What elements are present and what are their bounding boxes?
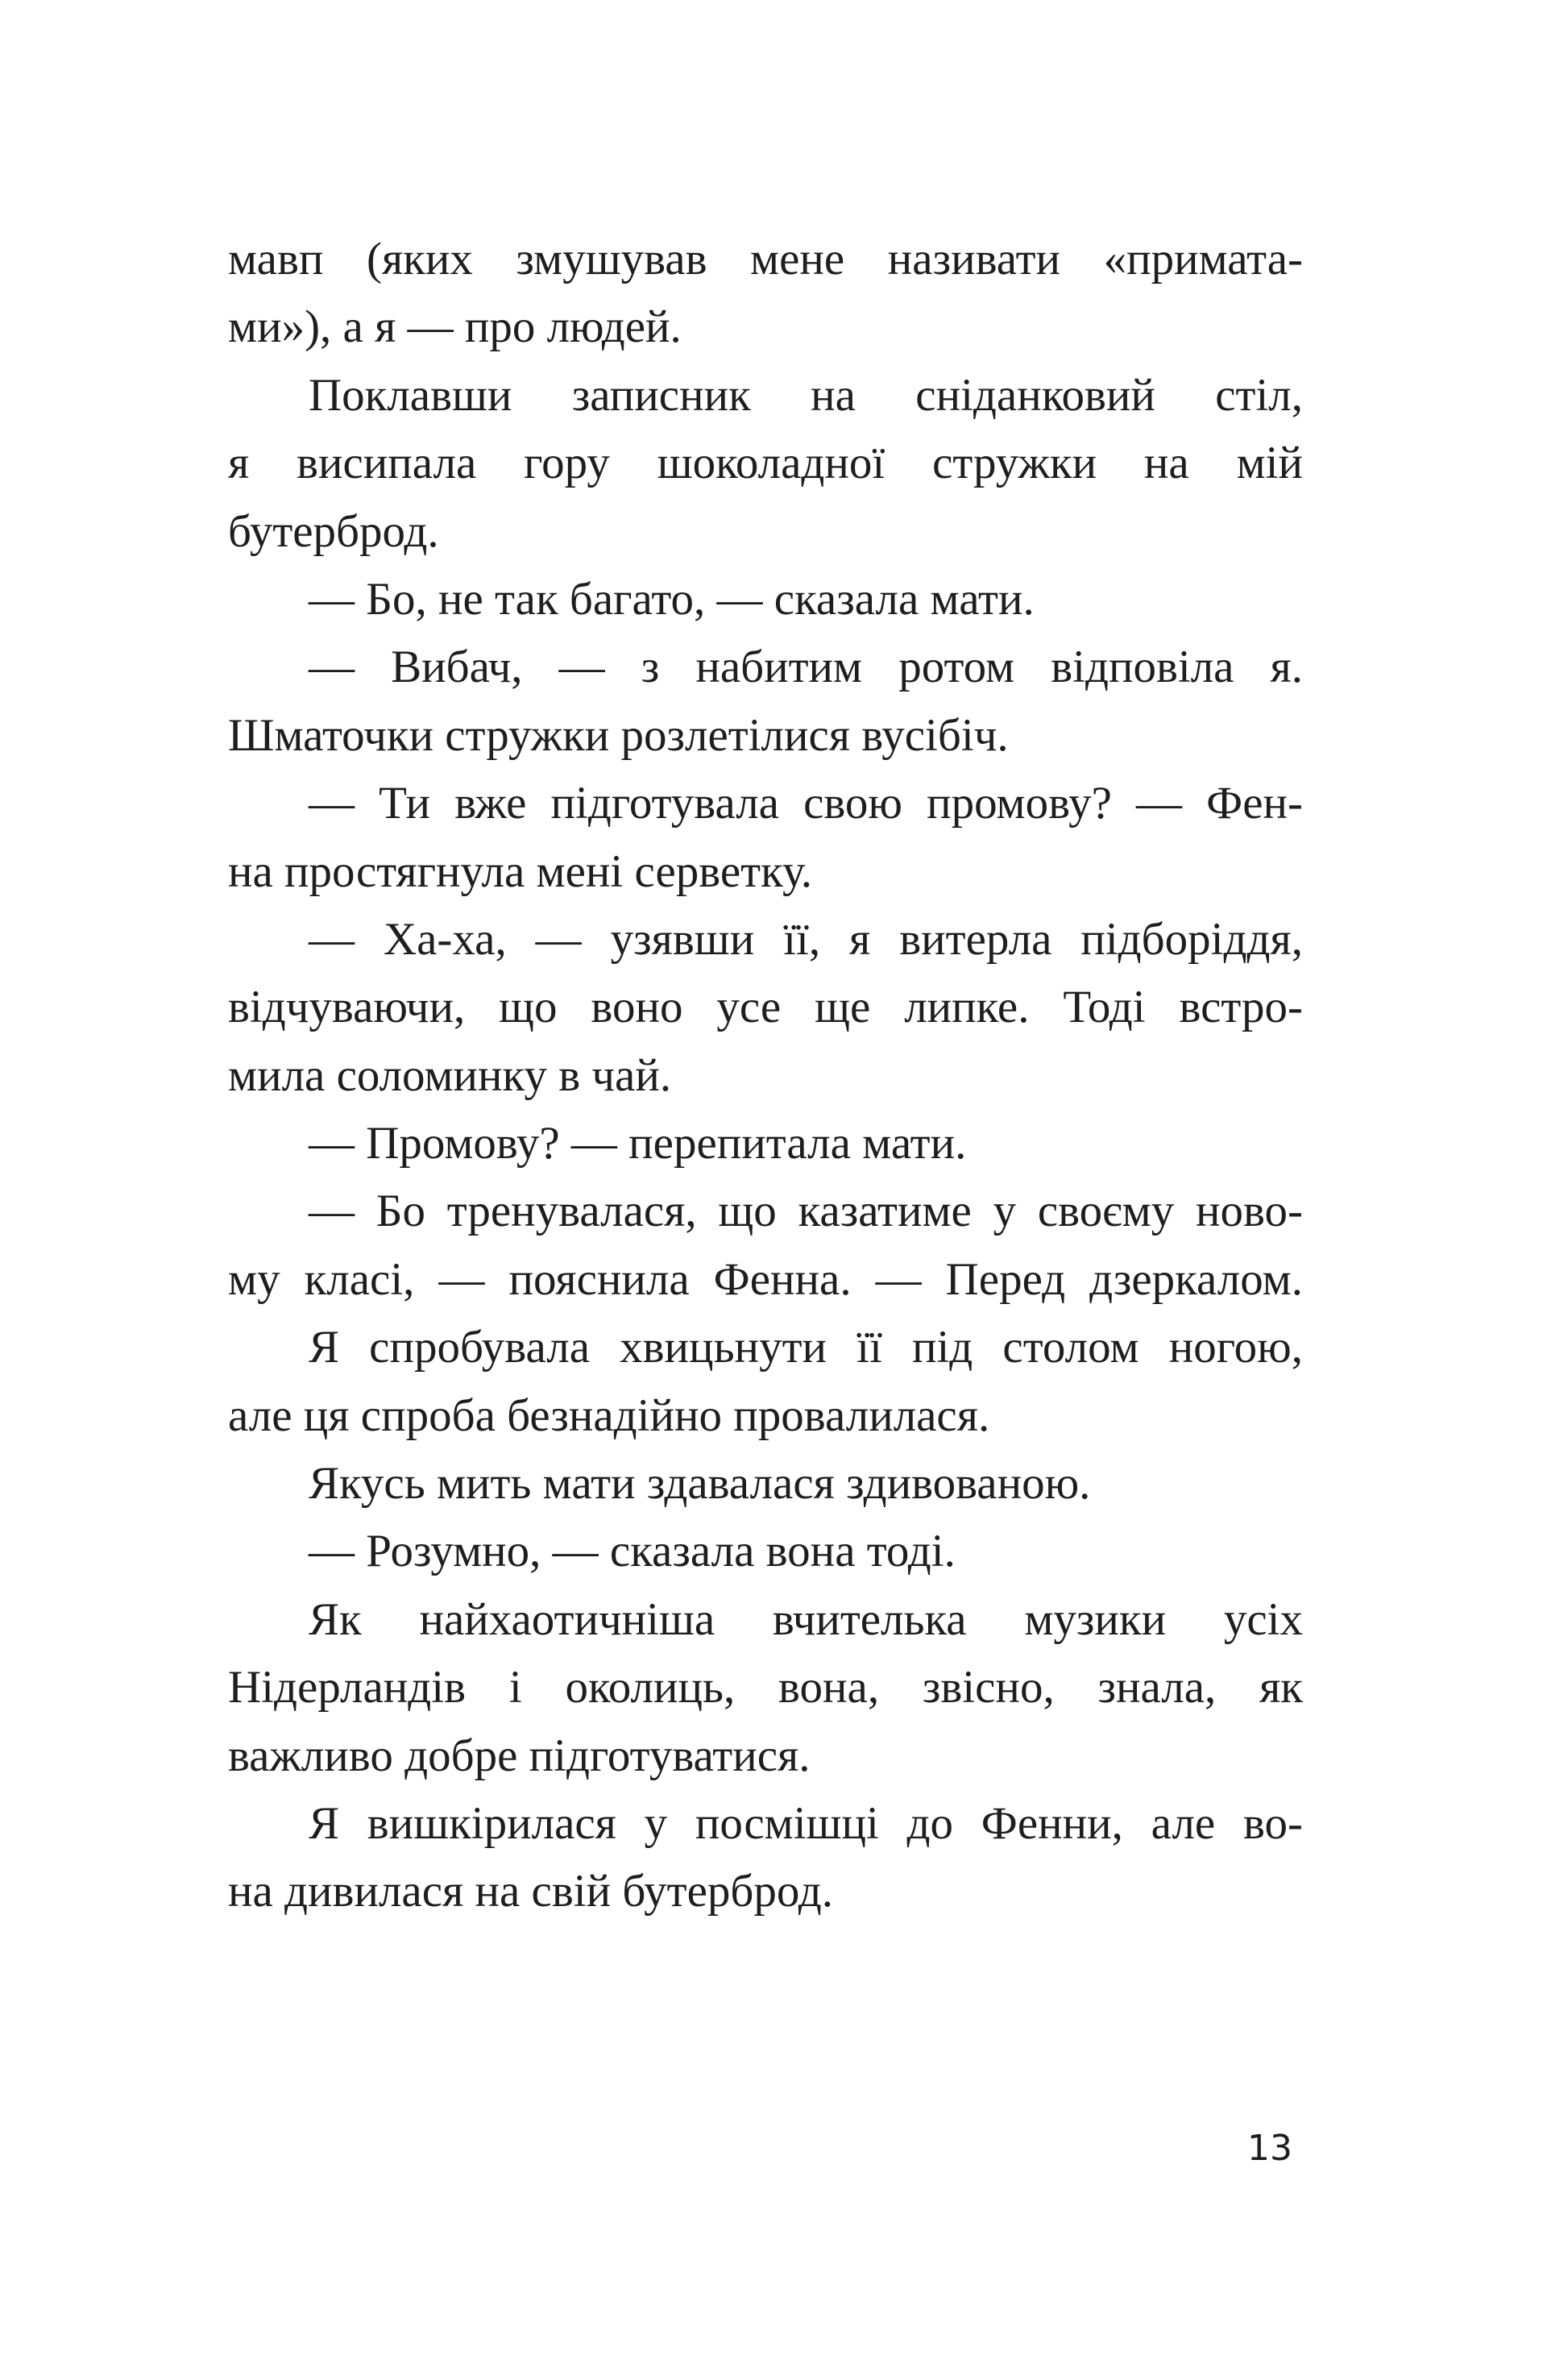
text-line: — Ти вже підготувала свою промову? — Фен- xyxy=(309,778,1303,829)
text-line: Нідерландів і околиць, вона, звісно, знала, як xyxy=(228,1662,1303,1713)
text-line: відчуваючи, що воно усе ще липке. Тоді встро- xyxy=(228,982,1303,1033)
body-text xyxy=(228,226,1303,1926)
text-line: важливо добре підготуватися. xyxy=(228,1730,811,1781)
text-line: — Бо тренувалася, що казатиме у своєму ново- xyxy=(309,1186,1303,1237)
text-line: на простягнула мені серветку. xyxy=(228,845,812,897)
text-line: Якусь мить мати здавалася здивованою. xyxy=(309,1458,1091,1510)
text-line: Я спробувала хвицьнути її під столом ногою, xyxy=(309,1322,1303,1373)
text-line: Як найхаотичніша вчителька музики усіх xyxy=(309,1593,1303,1645)
text-line: Шматочки стружки розлетілися вусібіч. xyxy=(228,709,1009,761)
text-line: Поклавши записник на сніданковий стіл, xyxy=(309,369,1303,421)
text-line: але ця спроба безнадійно провалилася. xyxy=(228,1389,990,1441)
text-line: — Промову? — перепитала мати. xyxy=(309,1118,967,1169)
text-line: мавп (яких змушував мене називати «примата- xyxy=(228,234,1303,285)
text-line: на дивилася на свій бутерброд. xyxy=(228,1866,833,1917)
text-line: — Вибач, — з набитим ротом відповіла я. xyxy=(309,642,1303,693)
text-line: Я вишкірилася у посмішці до Фенни, але во- xyxy=(309,1797,1303,1849)
text-line: бутерброд. xyxy=(228,505,439,557)
text-line: я висипала гору шоколадної стружки на мій xyxy=(228,438,1303,489)
text-line: ми»), а я — про людей. xyxy=(228,301,682,353)
text-line: мила соломинку в чай. xyxy=(228,1049,672,1101)
text-line: — Ха-ха, — узявши її, я витерла підборіддя, xyxy=(309,913,1303,965)
text-line: му класі, — пояснила Фенна. — Перед дзеркалом. xyxy=(228,1253,1303,1305)
text-line: — Бо, не так багато, — сказала мати. xyxy=(309,573,1035,625)
page-number: 13 xyxy=(1247,2128,1292,2169)
text-line: — Розумно, — сказала вона тоді. xyxy=(309,1526,956,1577)
